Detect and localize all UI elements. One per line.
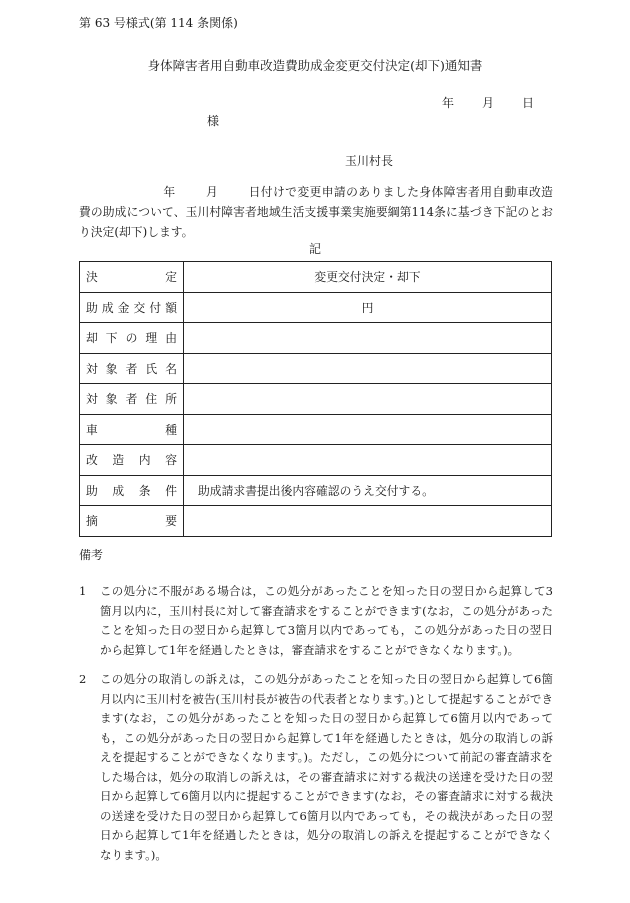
document-title: 身体障害者用自動車改造費助成金変更交付決定(却下)通知書 xyxy=(147,58,483,73)
note-number: 1 xyxy=(79,584,87,598)
row-label: 助成条件 xyxy=(86,483,177,498)
date-line xyxy=(442,94,534,111)
row-value xyxy=(184,323,552,354)
row-value xyxy=(184,445,552,476)
row-value: 助成請求書提出後内容確認のうえ交付する。 xyxy=(184,475,552,506)
table-row xyxy=(80,323,552,354)
row-label: 対象者住所 xyxy=(86,392,177,407)
row-label-cell xyxy=(80,292,184,323)
row-label-cell xyxy=(80,445,184,476)
row-value xyxy=(184,353,552,384)
table-row xyxy=(80,262,552,293)
table-row xyxy=(80,384,552,415)
table-row xyxy=(80,445,552,476)
row-label: 改造内容 xyxy=(86,453,177,468)
issuer-name: 玉川村長 xyxy=(345,154,394,168)
form-number: 第 63 号様式(第 114 条関係) xyxy=(79,16,238,30)
row-label: 決定 xyxy=(86,270,177,285)
table-row xyxy=(80,292,552,323)
row-value: 変更交付決定・却下 xyxy=(184,262,552,293)
body-month: 月 xyxy=(205,185,219,199)
row-value: 円 xyxy=(184,292,552,323)
row-label-cell xyxy=(80,323,184,354)
table-row xyxy=(80,506,552,537)
note-text: この処分に不服がある場合は，この処分があったことを知った日の翌日から起算して3箇月以内に，玉川村長に対して審査請求をすることができます(なお，この処分があったことを知った日の翌日から起算して3箇月以内であっても，この処分があった日の翌日から起算して1年を経過したときは，審査請求をすることができなくなります。)。 xyxy=(100,584,553,657)
row-label: 摘要 xyxy=(86,514,177,529)
row-label-cell xyxy=(80,353,184,384)
row-label: 車種 xyxy=(86,422,177,437)
body-year: 年 xyxy=(163,185,176,199)
note-item xyxy=(79,670,553,865)
detail-table xyxy=(79,261,552,537)
row-label-cell xyxy=(80,506,184,537)
body-text: 日付けで変更申請のありました身体障害者用自動車改造費の助成について、玉川村障害者地域生活支援事業実施要綱第114条に基づき下記のとおり決定(却下)します。 xyxy=(79,185,553,239)
row-label-cell xyxy=(80,475,184,506)
row-value xyxy=(184,506,552,537)
row-label-cell xyxy=(80,384,184,415)
date-day: 日 xyxy=(522,96,535,110)
recipient-suffix: 様 xyxy=(207,114,220,128)
note-item xyxy=(79,582,553,660)
row-label-cell xyxy=(80,262,184,293)
date-month: 月 xyxy=(482,96,495,110)
row-label-cell xyxy=(80,414,184,445)
table-row xyxy=(80,353,552,384)
notes-heading: 備考 xyxy=(79,548,104,562)
row-label: 却下の理由 xyxy=(86,331,177,346)
note-number: 2 xyxy=(79,672,87,686)
record-mark: 記 xyxy=(308,242,321,256)
row-value xyxy=(184,384,552,415)
row-value xyxy=(184,414,552,445)
row-label: 助成金交付額 xyxy=(86,300,177,315)
table-row xyxy=(80,475,552,506)
body-paragraph xyxy=(79,182,553,242)
row-label: 対象者氏名 xyxy=(86,361,177,376)
table-row xyxy=(80,414,552,445)
date-year: 年 xyxy=(442,96,455,110)
note-text: この処分の取消しの訴えは，この処分があったことを知った日の翌日から起算して6箇月以内に玉川村を被告(玉川村長が被告の代表者となります。)として提起することができます(なお，この処分があったことを知った日の翌日から起算して6箇月以内であっても，この処分があった日の翌日から起算して1年を経過したときは，処分の取消しの訴えを提起することができなくなります。)。ただし，この処分について前記の審査請求をした場合は，処分の取消しの訴えは，その審査請求に対する裁決の送達を受けた日の翌日から起算して6箇月以内に提起することができます(なお，その審査請求に対する裁決の送達を受けた日の翌日から起算して6箇月以内であっても，その裁決があった日の翌日から起算して1年を経過したときは，処分の取消しの訴えを提起することができなくなります。)。 xyxy=(100,672,553,862)
